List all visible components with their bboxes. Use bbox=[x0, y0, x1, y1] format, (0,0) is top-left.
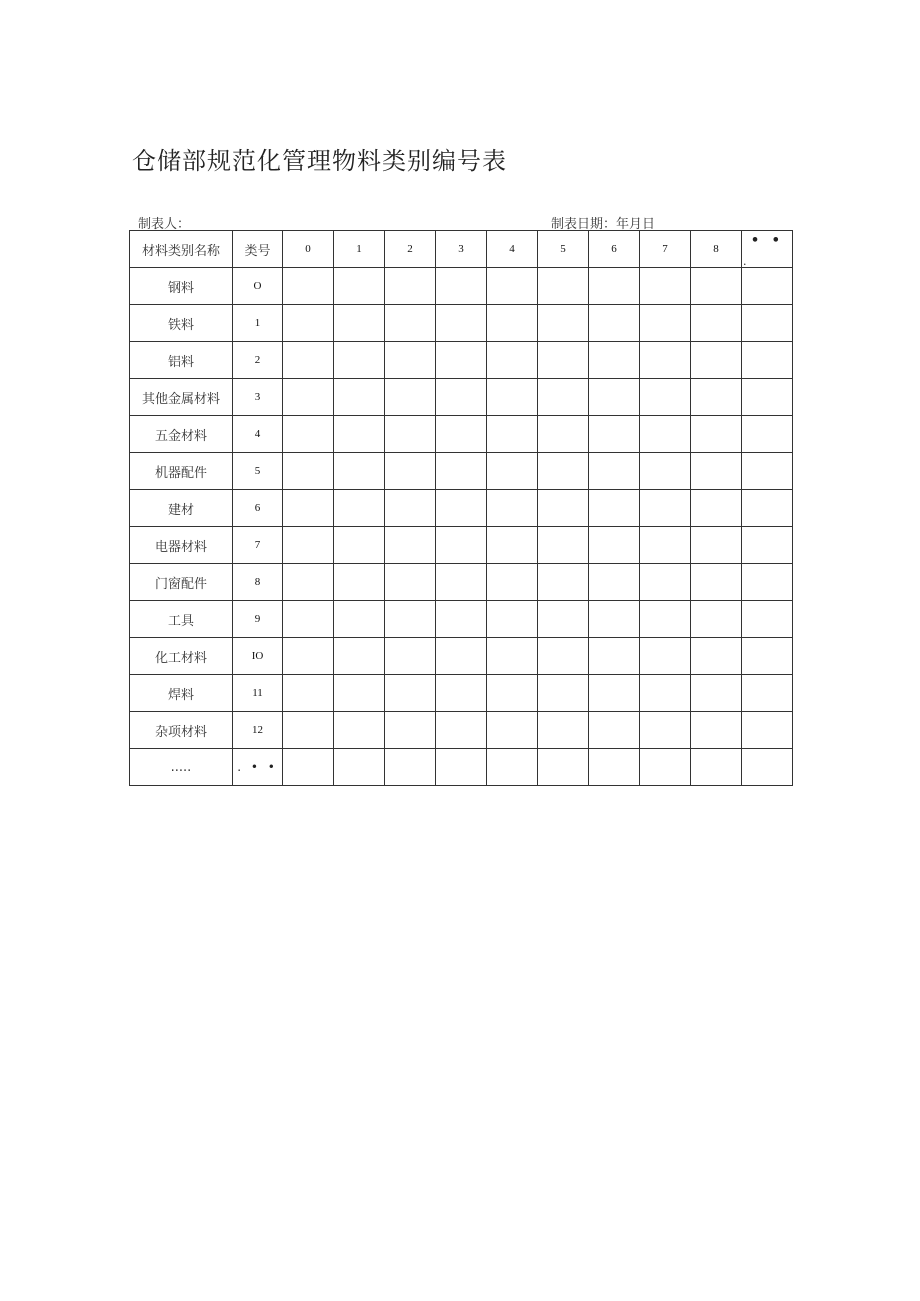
empty-cell[interactable] bbox=[538, 638, 589, 675]
empty-cell[interactable] bbox=[385, 305, 436, 342]
empty-cell[interactable] bbox=[691, 342, 742, 379]
empty-cell[interactable] bbox=[640, 305, 691, 342]
empty-cell[interactable] bbox=[538, 305, 589, 342]
empty-cell[interactable] bbox=[487, 712, 538, 749]
category-code: IO bbox=[233, 638, 283, 675]
category-code: 8 bbox=[233, 564, 283, 601]
header-digit: 2 bbox=[385, 231, 436, 268]
empty-cell[interactable] bbox=[283, 712, 334, 749]
empty-cell[interactable] bbox=[334, 601, 385, 638]
empty-cell[interactable] bbox=[538, 712, 589, 749]
empty-cell[interactable] bbox=[385, 268, 436, 305]
empty-cell[interactable] bbox=[538, 453, 589, 490]
empty-cell[interactable] bbox=[283, 342, 334, 379]
category-code: 1 bbox=[233, 305, 283, 342]
category-code: 2 bbox=[233, 342, 283, 379]
empty-cell[interactable] bbox=[691, 527, 742, 564]
empty-cell[interactable] bbox=[283, 601, 334, 638]
empty-cell[interactable] bbox=[742, 416, 793, 453]
empty-cell[interactable] bbox=[589, 305, 640, 342]
empty-cell[interactable] bbox=[283, 527, 334, 564]
empty-cell[interactable] bbox=[691, 379, 742, 416]
empty-cell[interactable] bbox=[283, 268, 334, 305]
category-name: ..... bbox=[130, 749, 233, 786]
table-row bbox=[130, 305, 793, 342]
empty-cell[interactable] bbox=[334, 675, 385, 712]
empty-cell[interactable] bbox=[589, 712, 640, 749]
empty-cell[interactable] bbox=[334, 379, 385, 416]
table-row bbox=[130, 675, 793, 712]
empty-cell[interactable] bbox=[589, 564, 640, 601]
header-digit: 6 bbox=[589, 231, 640, 268]
empty-cell[interactable] bbox=[589, 675, 640, 712]
empty-cell[interactable] bbox=[691, 453, 742, 490]
empty-cell[interactable] bbox=[283, 379, 334, 416]
header-code-col: 类号 bbox=[233, 231, 283, 268]
empty-cell[interactable] bbox=[385, 416, 436, 453]
table-row bbox=[130, 268, 793, 305]
empty-cell[interactable] bbox=[487, 268, 538, 305]
empty-cell[interactable] bbox=[589, 268, 640, 305]
empty-cell[interactable] bbox=[538, 416, 589, 453]
empty-cell[interactable] bbox=[385, 601, 436, 638]
empty-cell[interactable] bbox=[334, 638, 385, 675]
empty-cell[interactable] bbox=[334, 564, 385, 601]
empty-cell[interactable] bbox=[589, 527, 640, 564]
empty-cell[interactable] bbox=[742, 749, 793, 786]
header-digit: 5 bbox=[538, 231, 589, 268]
empty-cell[interactable] bbox=[538, 342, 589, 379]
header-digit: 3 bbox=[436, 231, 487, 268]
empty-cell[interactable] bbox=[283, 305, 334, 342]
empty-cell[interactable] bbox=[640, 416, 691, 453]
empty-cell[interactable] bbox=[385, 638, 436, 675]
category-code: . • • bbox=[233, 749, 283, 786]
category-name: 五金材料 bbox=[130, 416, 233, 453]
header-digit: 4 bbox=[487, 231, 538, 268]
empty-cell[interactable] bbox=[436, 416, 487, 453]
category-name: 杂项材料 bbox=[130, 712, 233, 749]
empty-cell[interactable] bbox=[640, 527, 691, 564]
empty-cell[interactable] bbox=[436, 712, 487, 749]
category-name: 铁料 bbox=[130, 305, 233, 342]
table-row bbox=[130, 379, 793, 416]
empty-cell[interactable] bbox=[742, 601, 793, 638]
empty-cell[interactable] bbox=[640, 490, 691, 527]
empty-cell[interactable] bbox=[589, 379, 640, 416]
empty-cell[interactable] bbox=[385, 749, 436, 786]
category-code: O bbox=[233, 268, 283, 305]
empty-cell[interactable] bbox=[487, 379, 538, 416]
ellipsis-bottom: . bbox=[743, 255, 747, 268]
empty-cell[interactable] bbox=[283, 416, 334, 453]
empty-cell[interactable] bbox=[538, 490, 589, 527]
header-digit: 7 bbox=[640, 231, 691, 268]
empty-cell[interactable] bbox=[742, 712, 793, 749]
category-code: 4 bbox=[233, 416, 283, 453]
table-row bbox=[130, 564, 793, 601]
empty-cell[interactable] bbox=[334, 712, 385, 749]
category-name: 焊料 bbox=[130, 675, 233, 712]
category-name: 电器材料 bbox=[130, 527, 233, 564]
table-row bbox=[130, 490, 793, 527]
empty-cell[interactable] bbox=[538, 268, 589, 305]
category-name: 机器配件 bbox=[130, 453, 233, 490]
empty-cell[interactable] bbox=[691, 749, 742, 786]
empty-cell[interactable] bbox=[538, 379, 589, 416]
empty-cell[interactable] bbox=[691, 416, 742, 453]
empty-cell[interactable] bbox=[385, 342, 436, 379]
category-name: 其他金属材料 bbox=[130, 379, 233, 416]
empty-cell[interactable] bbox=[640, 379, 691, 416]
empty-cell[interactable] bbox=[487, 601, 538, 638]
empty-cell[interactable] bbox=[436, 305, 487, 342]
empty-cell[interactable] bbox=[385, 675, 436, 712]
category-code: 9 bbox=[233, 601, 283, 638]
empty-cell[interactable] bbox=[283, 749, 334, 786]
empty-cell[interactable] bbox=[436, 342, 487, 379]
empty-cell[interactable] bbox=[487, 675, 538, 712]
empty-cell[interactable] bbox=[487, 564, 538, 601]
empty-cell[interactable] bbox=[385, 379, 436, 416]
empty-cell[interactable] bbox=[691, 675, 742, 712]
category-code: 6 bbox=[233, 490, 283, 527]
empty-cell[interactable] bbox=[589, 416, 640, 453]
empty-cell[interactable] bbox=[334, 527, 385, 564]
empty-cell[interactable] bbox=[589, 342, 640, 379]
empty-cell[interactable] bbox=[487, 638, 538, 675]
page-title: 仓储部规范化管理物料类别编号表 bbox=[132, 147, 507, 175]
category-code: 7 bbox=[233, 527, 283, 564]
empty-cell[interactable] bbox=[283, 564, 334, 601]
empty-cell[interactable] bbox=[742, 305, 793, 342]
empty-cell[interactable] bbox=[640, 268, 691, 305]
empty-cell[interactable] bbox=[742, 379, 793, 416]
empty-cell[interactable] bbox=[538, 675, 589, 712]
empty-cell[interactable] bbox=[691, 490, 742, 527]
empty-cell[interactable] bbox=[589, 749, 640, 786]
empty-cell[interactable] bbox=[436, 379, 487, 416]
empty-cell[interactable] bbox=[436, 453, 487, 490]
category-code-table bbox=[129, 230, 793, 786]
empty-cell[interactable] bbox=[385, 527, 436, 564]
empty-cell[interactable] bbox=[436, 564, 487, 601]
empty-cell[interactable] bbox=[436, 749, 487, 786]
table-row bbox=[130, 712, 793, 749]
empty-cell[interactable] bbox=[538, 749, 589, 786]
empty-cell[interactable] bbox=[283, 638, 334, 675]
empty-cell[interactable] bbox=[742, 268, 793, 305]
empty-cell[interactable] bbox=[487, 342, 538, 379]
header-name-col: 材料类别名称 bbox=[130, 231, 233, 268]
category-code: 3 bbox=[233, 379, 283, 416]
table-row bbox=[130, 749, 793, 786]
empty-cell[interactable] bbox=[487, 749, 538, 786]
empty-cell[interactable] bbox=[742, 564, 793, 601]
table-row bbox=[130, 527, 793, 564]
category-name: 建材 bbox=[130, 490, 233, 527]
empty-cell[interactable] bbox=[691, 712, 742, 749]
empty-cell[interactable] bbox=[742, 342, 793, 379]
empty-cell[interactable] bbox=[589, 490, 640, 527]
empty-cell[interactable] bbox=[436, 490, 487, 527]
empty-cell[interactable] bbox=[487, 305, 538, 342]
empty-cell[interactable] bbox=[385, 490, 436, 527]
empty-cell[interactable] bbox=[691, 638, 742, 675]
empty-cell[interactable] bbox=[589, 453, 640, 490]
empty-cell[interactable] bbox=[436, 675, 487, 712]
empty-cell[interactable] bbox=[742, 638, 793, 675]
empty-cell[interactable] bbox=[742, 527, 793, 564]
empty-cell[interactable] bbox=[436, 638, 487, 675]
category-code: 11 bbox=[233, 675, 283, 712]
empty-cell[interactable] bbox=[436, 527, 487, 564]
header-ellipsis bbox=[742, 231, 793, 268]
empty-cell[interactable] bbox=[436, 268, 487, 305]
empty-cell[interactable] bbox=[640, 564, 691, 601]
empty-cell[interactable] bbox=[283, 675, 334, 712]
category-name: 门窗配件 bbox=[130, 564, 233, 601]
empty-cell[interactable] bbox=[334, 749, 385, 786]
empty-cell[interactable] bbox=[538, 601, 589, 638]
table-row bbox=[130, 416, 793, 453]
empty-cell[interactable] bbox=[589, 638, 640, 675]
empty-cell[interactable] bbox=[640, 675, 691, 712]
empty-cell[interactable] bbox=[283, 453, 334, 490]
header-digit: 0 bbox=[283, 231, 334, 268]
header-digit: 8 bbox=[691, 231, 742, 268]
table-row bbox=[130, 638, 793, 675]
empty-cell[interactable] bbox=[334, 490, 385, 527]
empty-cell[interactable] bbox=[436, 601, 487, 638]
empty-cell[interactable] bbox=[487, 490, 538, 527]
category-name: 工具 bbox=[130, 601, 233, 638]
table-row bbox=[130, 342, 793, 379]
empty-cell[interactable] bbox=[742, 490, 793, 527]
empty-cell[interactable] bbox=[538, 564, 589, 601]
empty-cell[interactable] bbox=[385, 564, 436, 601]
header-row bbox=[130, 231, 793, 268]
table-row bbox=[130, 453, 793, 490]
empty-cell[interactable] bbox=[385, 453, 436, 490]
empty-cell[interactable] bbox=[640, 601, 691, 638]
empty-cell[interactable] bbox=[640, 342, 691, 379]
empty-cell[interactable] bbox=[691, 268, 742, 305]
table-row bbox=[130, 601, 793, 638]
empty-cell[interactable] bbox=[487, 527, 538, 564]
empty-cell[interactable] bbox=[334, 305, 385, 342]
empty-cell[interactable] bbox=[334, 342, 385, 379]
header-digit: 1 bbox=[334, 231, 385, 268]
empty-cell[interactable] bbox=[589, 601, 640, 638]
empty-cell[interactable] bbox=[691, 601, 742, 638]
empty-cell[interactable] bbox=[334, 453, 385, 490]
empty-cell[interactable] bbox=[283, 490, 334, 527]
empty-cell[interactable] bbox=[691, 564, 742, 601]
category-code: 12 bbox=[233, 712, 283, 749]
empty-cell[interactable] bbox=[640, 638, 691, 675]
ellipsis-top: • • bbox=[750, 233, 784, 248]
category-name: 化工材料 bbox=[130, 638, 233, 675]
empty-cell[interactable] bbox=[691, 305, 742, 342]
empty-cell[interactable] bbox=[640, 749, 691, 786]
empty-cell[interactable] bbox=[334, 416, 385, 453]
empty-cell[interactable] bbox=[640, 712, 691, 749]
empty-cell[interactable] bbox=[385, 712, 436, 749]
category-name: 钢料 bbox=[130, 268, 233, 305]
empty-cell[interactable] bbox=[742, 675, 793, 712]
empty-cell[interactable] bbox=[487, 416, 538, 453]
empty-cell[interactable] bbox=[640, 453, 691, 490]
maker-label: 制表人： bbox=[138, 217, 191, 232]
empty-cell[interactable] bbox=[487, 453, 538, 490]
empty-cell[interactable] bbox=[538, 527, 589, 564]
category-name: 铝料 bbox=[130, 342, 233, 379]
category-code: 5 bbox=[233, 453, 283, 490]
empty-cell[interactable] bbox=[334, 268, 385, 305]
date-label: 制表日期：年月日 bbox=[551, 217, 656, 232]
empty-cell[interactable] bbox=[742, 453, 793, 490]
